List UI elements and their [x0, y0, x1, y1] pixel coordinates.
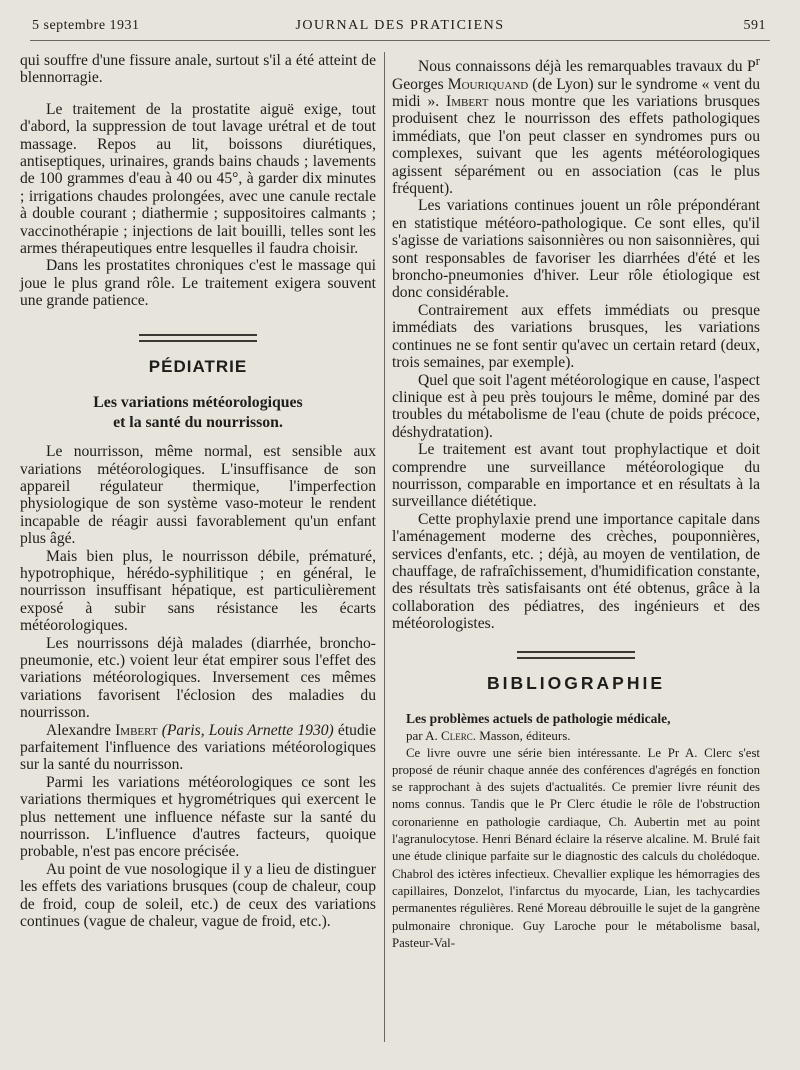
- book-author: [392, 727, 760, 744]
- paragraph: [392, 52, 760, 197]
- text-run: étudie parfaitement l'influence des variations météorologiques sur la santé du nourrisson.: [20, 721, 377, 774]
- paragraph: Le traitement est avant tout prophylactique et doit comprendre une surveillance météorologique du nourrisson, comparable en importance et en résultats à la surveillance diététique.: [392, 441, 760, 511]
- text-run: . Masson, éditeurs.: [472, 728, 571, 744]
- paragraph: Les nourrissons déjà malades (diarrhée, broncho-pneumonie, etc.) voient leur état empirer sous l'effet des variations météorologiques. Inversement ces mêmes variations favorisent l'éclosion des maladies du nourrisson.: [20, 634, 376, 722]
- text-run: Georges: [392, 75, 448, 93]
- right-column: [392, 52, 760, 1048]
- paragraph: Au point de vue nosologique il y a lieu de distinguer les effets des variations brusques (coup de chaleur, coup de froid, coup de soleil, etc.) de ceux des variations continues (vague de chaleur, vague de froid, etc.).: [20, 860, 376, 931]
- page-number: 591: [743, 18, 766, 33]
- paragraph: Dans les prostatites chroniques c'est le massage qui joue le plus grand rôle. Le traitement exigera souvent une grande patience.: [20, 257, 376, 310]
- text-run: nous montre que les variations brusques produisent chez le nourrisson des effets pathologiques immédiats, que l'on peut classer en syndromes purs ou complexes, suivant que les agents météorologiques agissent séparément ou en association (cas le plus fréquent).: [392, 93, 760, 198]
- superscript: r: [755, 53, 760, 68]
- issue-date: 5 septembre 1931: [32, 18, 140, 33]
- journal-title: JOURNAL DES PRATICIENS: [295, 18, 505, 33]
- text-run: Alexandre: [46, 721, 116, 739]
- paragraph: Mais bien plus, le nourrisson débile, prématuré, hypotrophique, hérédo-syphilitique ; en général, le nourrisson insuffisant hépatique, est particulièrement exposé à subir sans résistance les écarts météorologiques.: [20, 547, 376, 635]
- paragraph: Cette prophylaxie prend une importance capitale dans l'aménagement moderne des crèches, pouponnières, services d'enfants, etc. ; déjà, au moyen de ventilation, de chauffage, de rafraîchissement, d'humidification constante, des résultats très satisfaisants ont été obtenus, grâce à la collaboration des pédiatres, des ingénieurs et des météorologistes.: [392, 510, 760, 633]
- author-name: Imbert: [446, 93, 489, 110]
- book-review: Ce livre ouvre une série bien intéressante. Le Pr A. Clerc s'est proposé de réunir chaque année des conférences d'agrégés en fonction se rapprochant à des sujets d'actualités. Ce premier livre réunit des noms connus. Tandis que le Pr Clerc étudie le rôle de l'obstruction coronarienne en pathologie cardiaque, Ch. Aubertin met au point l'agranulocytose. Henri Bénard éclaire la réserve alcaline. M. Brulé fait une étude clinique parfaite sur le diagnostic des calculs du cholédoque. Chabrol des ictères infectieux. Chevallier explique les hémorragies des capillaires, Donzelot, l'infarctus du myocarde, Lian, les tachycardies permanentes régulières. René Moreau débrouille le sujet de la gangrène pulmonaire chronique. Guy Laroche pour le métabolisme basal, Pasteur-Val-: [392, 745, 760, 950]
- book-title: Les problèmes actuels de pathologie médicale,: [406, 711, 671, 726]
- text-run: Nous connaissons déjà les remarquables travaux du P: [418, 58, 756, 76]
- article-title-line: Les variations météorologiques: [93, 394, 303, 412]
- section-rule: [517, 651, 635, 659]
- running-header: [30, 14, 770, 41]
- paragraph: Le traitement de la prostatite aiguë exige, tout d'abord, la suppression de tout lavage urétral et de tout massage. Repos au lit, boissons diurétiques, antiseptiques, urinaires, grands bains chauds ; lavements de 100 grammes d'eau à 40 ou 45°, à garder dix minutes ; irrigations chaudes prolongées, avec une canule rectale à double courant ; diathermie ; suppositoires calmants ; vaccinothérapie ; injections de lait bouilli, telles sont les armes thérapeutiques entre lesquelles il faudra choisir.: [20, 100, 376, 258]
- bibliography-entry: [392, 710, 760, 952]
- text-run: par A.: [406, 728, 442, 744]
- section-heading-bibliographie: BIBLIOGRAPHIE: [486, 672, 666, 693]
- paragraph: Quel que soit l'agent météorologique en cause, l'aspect clinique est à peu près toujours le même, dominé par des troubles du métabolisme de l'eau (chute de poids précoce, déshydratation).: [392, 371, 760, 441]
- author-name: Imbert: [115, 721, 158, 739]
- author-name: Clerc: [441, 728, 473, 744]
- article-title-line: et la santé du nourrisson.: [113, 414, 283, 432]
- text-run: (de Lyon) sur le syndrome « vent du midi ».: [392, 75, 760, 110]
- citation: (Paris, Louis Arnette 1930): [157, 721, 334, 739]
- article-title: [20, 393, 376, 433]
- left-column: [20, 52, 376, 1048]
- paragraph: Le nourrisson, même normal, est sensible aux variations météorologiques. L'insuffisance de son appareil régulateur thermique, l'imperfection physiologique de son système vaso-moteur le rendent incapable de réagir aussi favorablement qu'un enfant plus âgé.: [20, 443, 376, 548]
- paragraph: qui souffre d'une fissure anale, surtout s'il a été atteint de blennorragie.: [20, 52, 376, 87]
- paragraph: Contrairement aux effets immédiats ou presque immédiats des variations brusques, les variations continues ne se font sentir qu'avec un certain retard (deux, trois semaines, par exemple).: [392, 301, 760, 372]
- section-rule: [139, 334, 257, 342]
- paragraph: Les variations continues jouent un rôle prépondérant en statistique météoro-pathologique. Ce sont elles, qu'il s'agisse de variations saisonnières ou non saisonnières, qui sont responsables de favoriser les diarrhées d'été et les broncho-pneumonies d'hiver. Leur rôle étiologique est donc considérable.: [392, 197, 760, 302]
- column-divider: [384, 52, 385, 1042]
- author-name: Mouriquand: [447, 75, 529, 93]
- paragraph: Parmi les variations météorologiques ce sont les variations thermiques et hygrométriques qui exercent le plus nettement une influence néfaste sur la santé du nourrisson. L'influence d'autres facteurs, quoique probable, n'est pas encore précisée.: [20, 773, 376, 861]
- paragraph: [20, 722, 376, 774]
- section-heading-pediatrie: PÉDIATRIE: [148, 356, 248, 376]
